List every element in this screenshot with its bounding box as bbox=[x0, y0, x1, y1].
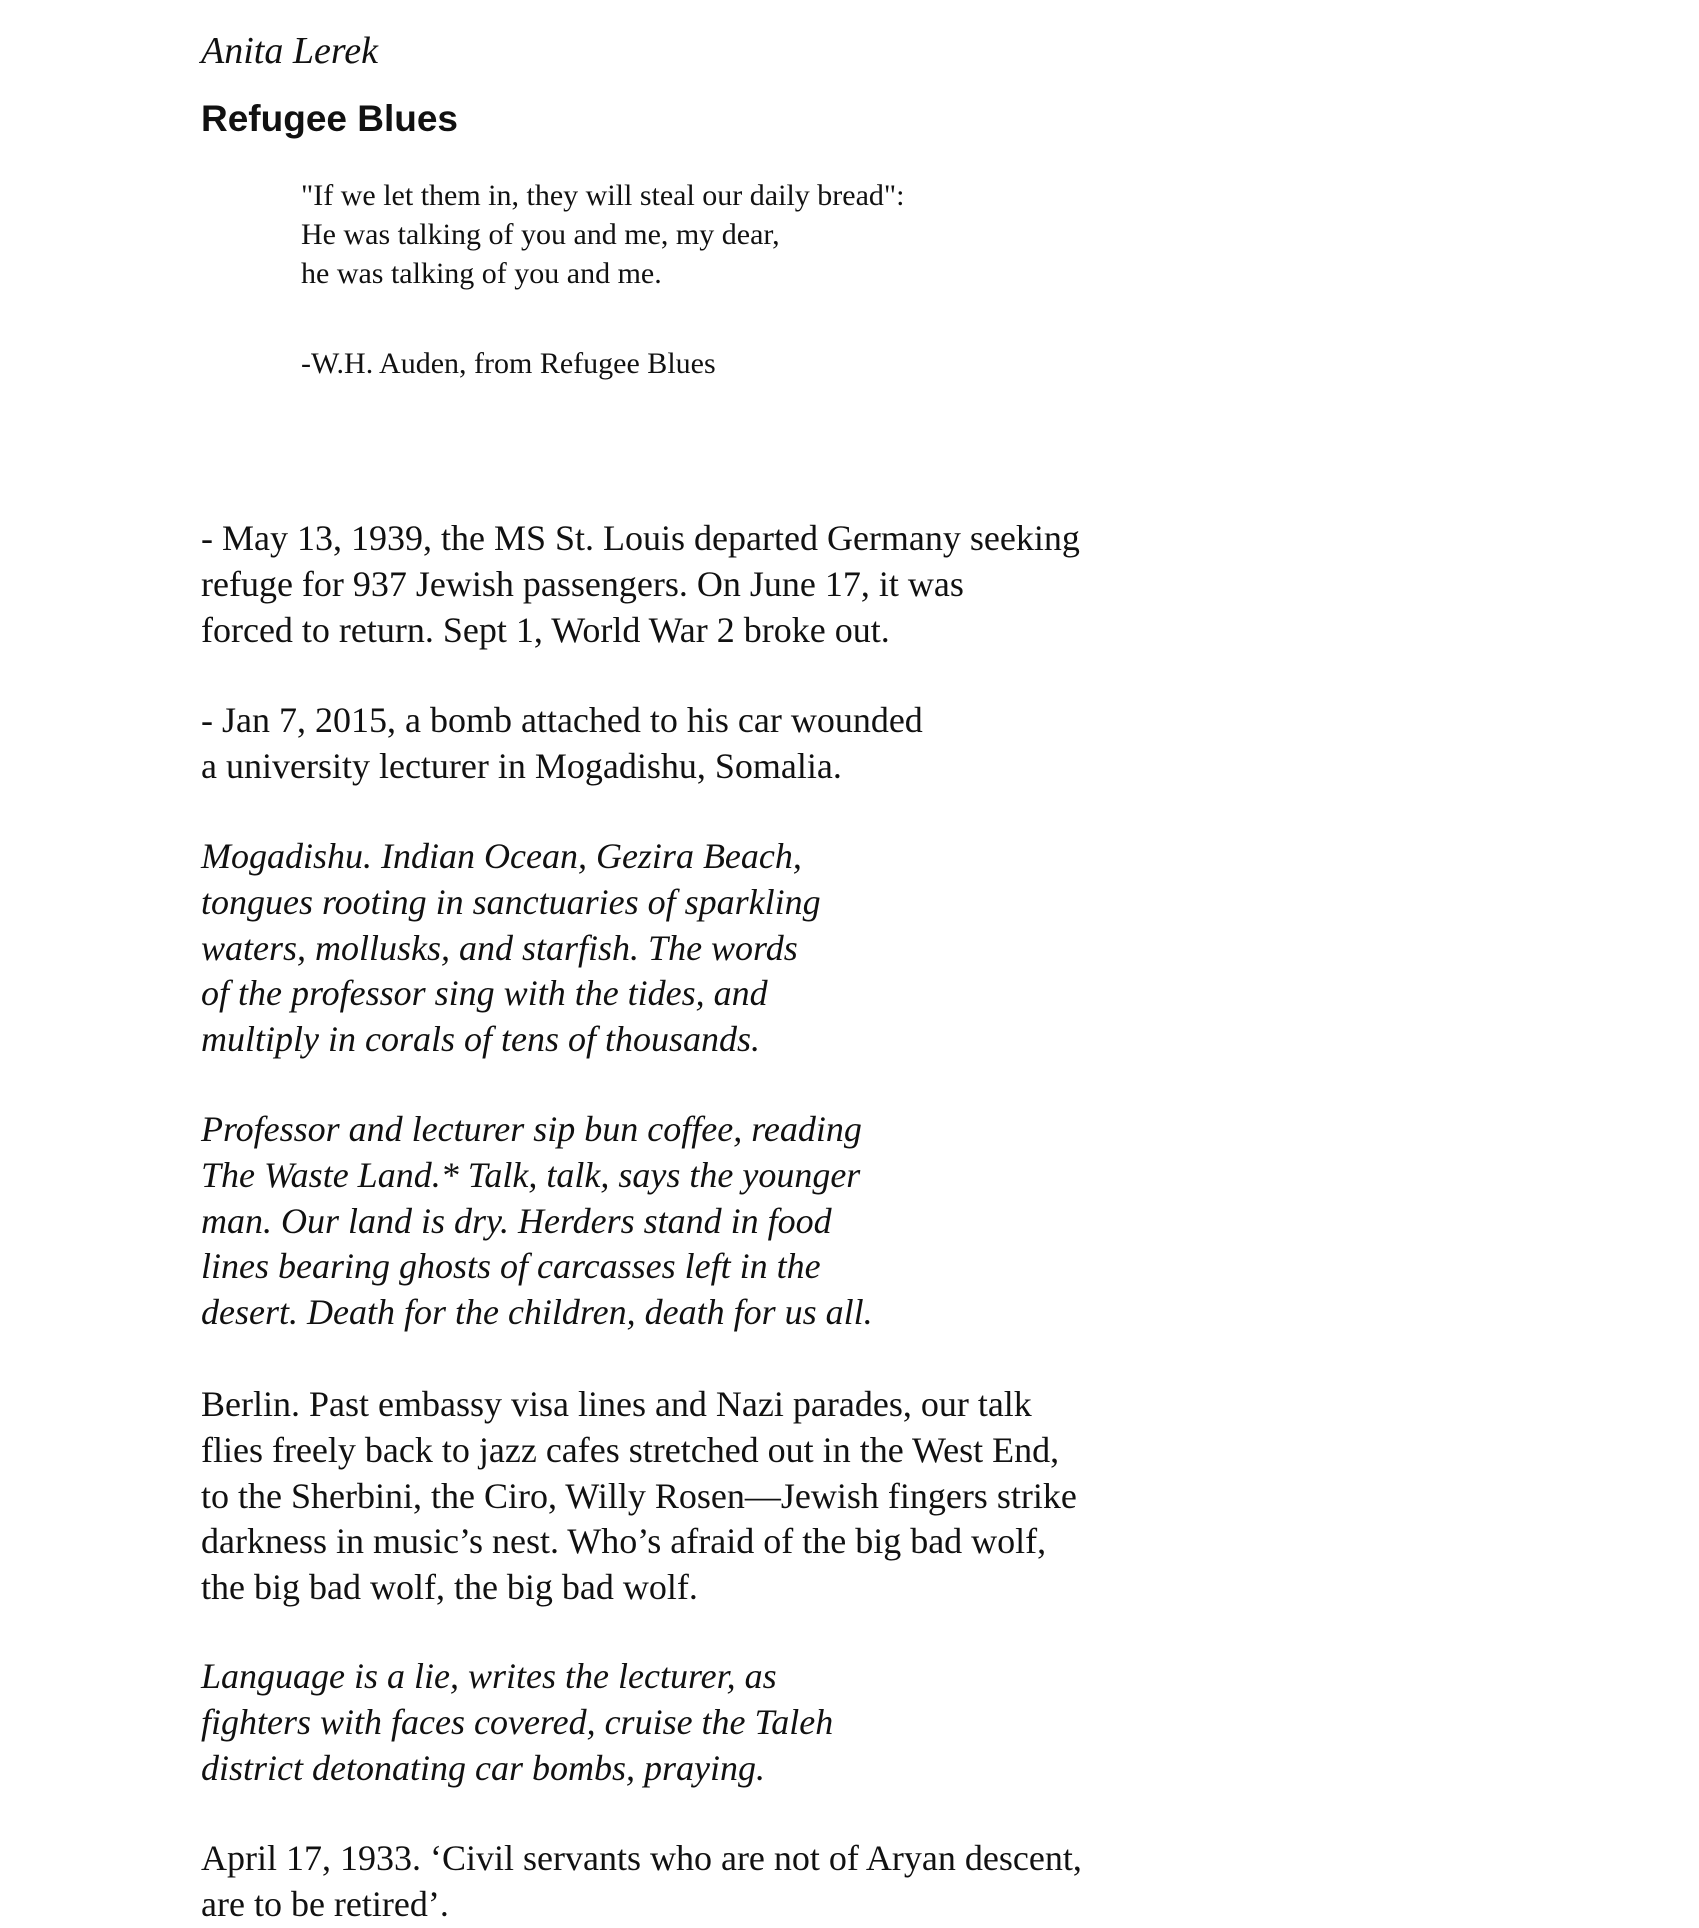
stanza-indian-ocean bbox=[201, 834, 821, 1063]
epigraph-line: He was talking of you and me, my dear, bbox=[301, 218, 780, 251]
poem-title: Refugee Blues bbox=[201, 98, 459, 139]
stanza-line: darkness in music’s nest. Who’s afraid of the big bad wolf, bbox=[201, 1521, 1047, 1562]
stanza-line: forced to return. Sept 1, World War 2 broke out. bbox=[201, 609, 890, 650]
stanza-line: to the Sherbini, the Ciro, Willy Rosen—Jewish fingers strike bbox=[201, 1475, 1077, 1516]
stanza-line: district detonating car bombs, praying. bbox=[201, 1747, 765, 1788]
stanza-line: tongues rooting in sanctuaries of sparkling bbox=[201, 881, 821, 922]
stanza-april-1933 bbox=[201, 1836, 1082, 1928]
stanza-line: lines bearing ghosts of carcasses left in the bbox=[201, 1246, 821, 1287]
stanza-line: Professor and lecturer sip bun coffee, reading bbox=[201, 1109, 862, 1149]
epigraph bbox=[301, 176, 905, 293]
stanza-line: refuge for 937 Jewish passengers. On June 17, it was bbox=[201, 563, 964, 604]
stanza-line: desert. Death for the children, death for us all. bbox=[201, 1292, 873, 1333]
stanza-language-lie bbox=[201, 1654, 833, 1791]
stanza-mogadishu-bomb bbox=[201, 698, 923, 790]
stanza-st-louis bbox=[201, 516, 1080, 653]
stanza-line: Mogadishu. Indian Ocean, Gezira Beach, bbox=[201, 836, 802, 876]
stanza-line: are to be retired’. bbox=[201, 1883, 449, 1924]
author-name: Anita Lerek bbox=[201, 30, 378, 72]
stanza-line: Language is a lie, writes the lecturer, as bbox=[201, 1656, 777, 1696]
stanza-waste-land bbox=[201, 1107, 873, 1336]
stanza-line: waters, mollusks, and starfish. The words bbox=[201, 927, 798, 968]
stanza-line: man. Our land is dry. Herders stand in food bbox=[201, 1200, 832, 1241]
stanza-line: flies freely back to jazz cafes stretched out in the West End, bbox=[201, 1429, 1060, 1470]
stanza-line: multiply in corals of tens of thousands. bbox=[201, 1019, 761, 1060]
stanza-line: the big bad wolf, the big bad wolf. bbox=[201, 1567, 698, 1608]
stanza-line: - Jan 7, 2015, a bomb attached to his car wounded bbox=[201, 700, 923, 740]
epigraph-attribution: -W.H. Auden, from Refugee Blues bbox=[301, 347, 716, 380]
stanza-line: The Waste Land.* Talk, talk, says the younger bbox=[201, 1154, 861, 1195]
stanza-line: fighters with faces covered, cruise the Taleh bbox=[201, 1701, 834, 1742]
epigraph-line: he was talking of you and me. bbox=[301, 257, 662, 290]
stanza-line: of the professor sing with the tides, and bbox=[201, 973, 768, 1014]
stanza-line: Berlin. Past embassy visa lines and Nazi parades, our talk bbox=[201, 1384, 1032, 1424]
epigraph-line: "If we let them in, they will steal our daily bread": bbox=[301, 179, 905, 212]
stanza-berlin bbox=[201, 1382, 1077, 1611]
stanza-line: April 17, 1933. ‘Civil servants who are not of Aryan descent, bbox=[201, 1838, 1082, 1878]
stanza-line: - May 13, 1939, the MS St. Louis departed Germany seeking bbox=[201, 518, 1080, 558]
stanza-line: a university lecturer in Mogadishu, Somalia. bbox=[201, 745, 842, 786]
